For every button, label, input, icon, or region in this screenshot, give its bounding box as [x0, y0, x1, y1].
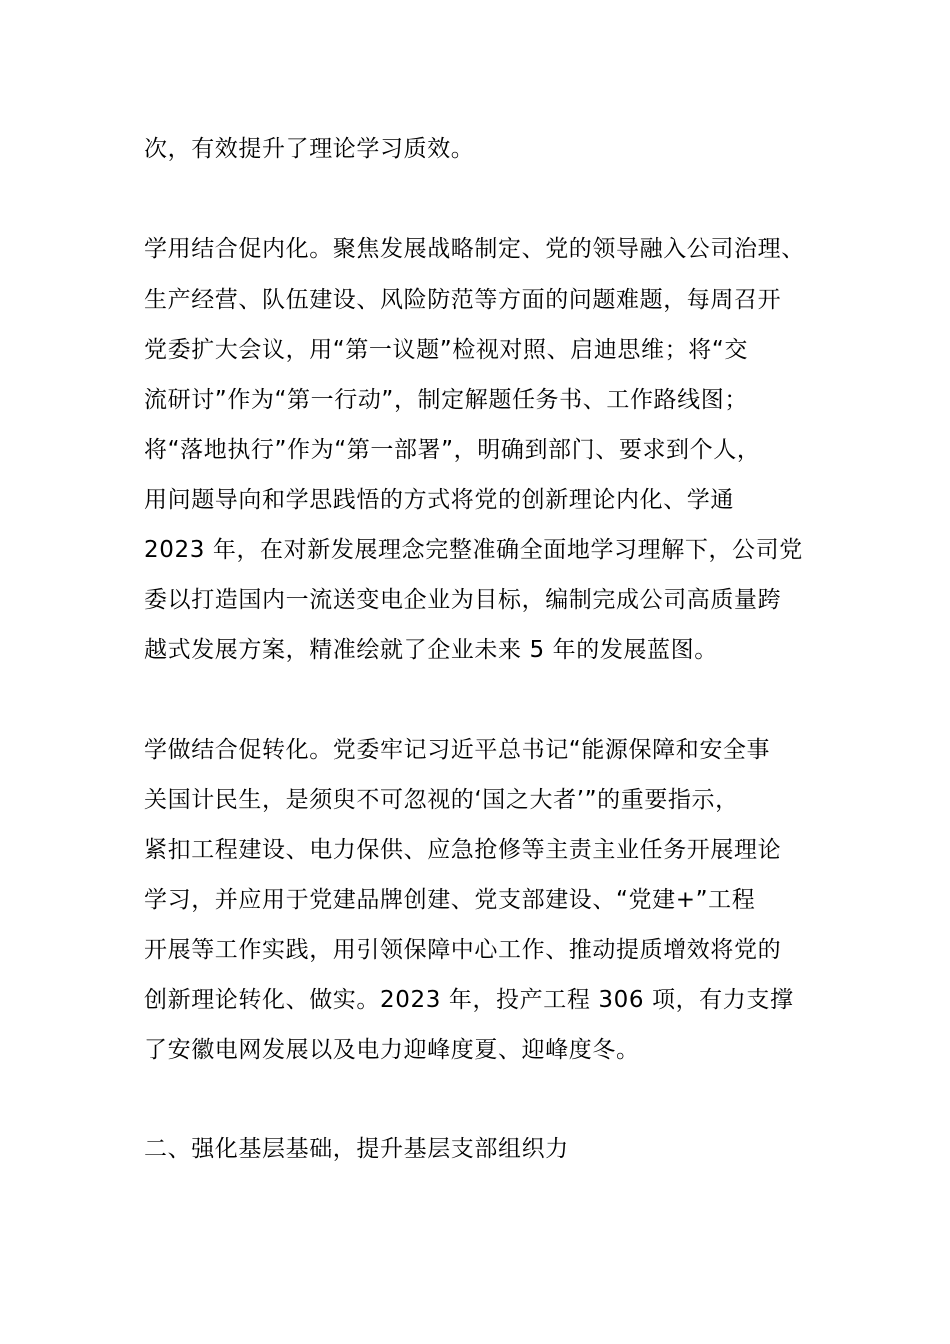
text-line: 关国计民生，是须臾不可忽视的‘国之大者’”的重要指示，: [144, 787, 739, 813]
text-line: 创新理论转化、做实。2023 年，投产工程 306 项，有力支撑: [144, 987, 794, 1013]
text-line: 2023 年，在对新发展理念完整准确全面地学习理解下，公司党: [144, 537, 803, 563]
text-line: 委以打造国内一流送变电企业为目标，编制完成公司高质量跨: [144, 587, 782, 613]
text-line: 学做结合促转化。党委牢记习近平总书记“能源保障和安全事: [144, 737, 771, 763]
text-line: 次，有效提升了理论学习质效。: [144, 136, 475, 162]
text-line: 紧扣工程建设、电力保供、应急抢修等主责主业任务开展理论: [144, 837, 782, 863]
text-line: 了安徽电网发展以及电力迎峰度夏、迎峰度冬。: [144, 1037, 640, 1063]
text-line: 越式发展方案，精准绘就了企业未来 5 年的发展蓝图。: [144, 637, 718, 663]
text-line: 党委扩大会议，用“第一议题”检视对照、启迪思维；将“交: [144, 337, 748, 363]
text-line: 学用结合促内化。聚焦发展战略制定、党的领导融入公司治理、: [144, 236, 805, 262]
text-line: 生产经营、队伍建设、风险防范等方面的问题难题，每周召开: [144, 287, 782, 313]
heading-line: 二、强化基层基础，提升基层支部组织力: [144, 1136, 569, 1162]
text-line: 开展等工作实践，用引领保障中心工作、推动提质增效将党的: [144, 937, 782, 963]
text-line: 将“落地执行”作为“第一部署”，明确到部门、要求到个人，: [144, 437, 761, 463]
text-line: 学习，并应用于党建品牌创建、党支部建设、“党建+”工程: [144, 887, 756, 913]
text-line: 流研讨”作为“第一行动”，制定解题任务书、工作路线图；: [144, 387, 748, 413]
text-line: 用问题导向和学思践悟的方式将党的创新理论内化、学通: [144, 487, 734, 513]
